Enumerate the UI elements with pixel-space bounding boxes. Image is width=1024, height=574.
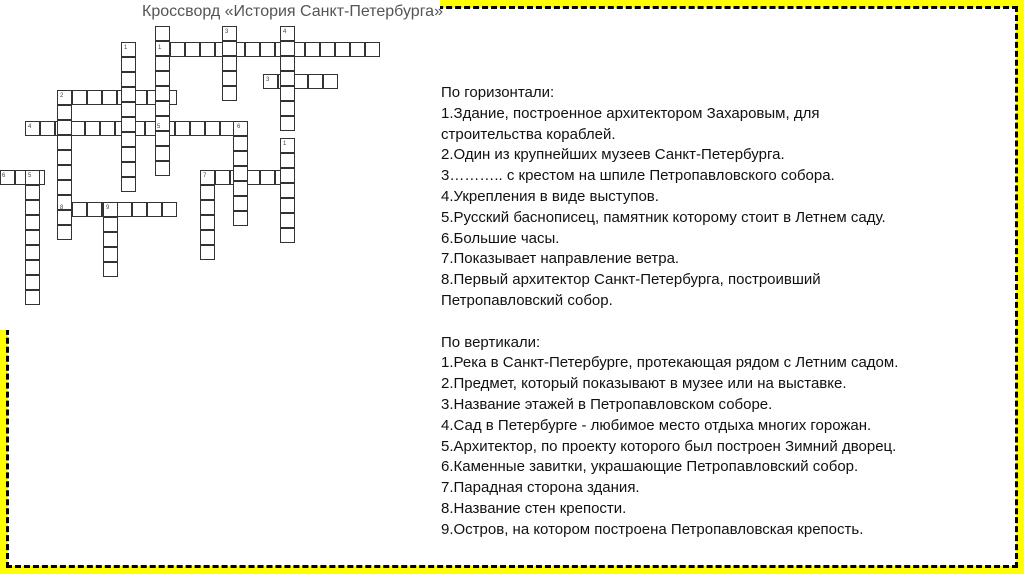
crossword-cell[interactable] — [132, 202, 147, 217]
cell-number: 4 — [28, 124, 32, 130]
crossword-cell[interactable] — [200, 185, 215, 200]
crossword-cell[interactable] — [103, 247, 118, 262]
vertical-clues — [441, 353, 1001, 540]
cell-number: 2 — [60, 93, 64, 99]
horizontal-heading: По горизонтали: — [441, 84, 555, 101]
crossword-cell[interactable] — [320, 42, 335, 57]
crossword-cell[interactable] — [25, 245, 40, 260]
cell-number: 1 — [158, 45, 162, 51]
crossword-cell[interactable] — [121, 87, 136, 102]
crossword-cell[interactable] — [121, 177, 136, 192]
cell-number: 7 — [203, 173, 207, 179]
crossword-cell[interactable] — [200, 200, 215, 215]
crossword-cell[interactable] — [233, 121, 248, 136]
crossword-cell[interactable] — [280, 228, 295, 243]
spacer — [441, 312, 1001, 333]
crossword-cell[interactable] — [57, 180, 72, 195]
crossword-cell[interactable] — [57, 135, 72, 150]
horizontal-clues — [441, 104, 1001, 312]
clue-line: Петропавловский собор. — [441, 291, 613, 309]
crossword-cell[interactable] — [305, 42, 320, 57]
crossword-cell[interactable] — [205, 121, 220, 136]
crossword-cell[interactable] — [280, 168, 295, 183]
crossword-cell[interactable] — [72, 202, 87, 217]
crossword-cell[interactable] — [170, 42, 185, 57]
clue-line: 1.Здание, построенное архитектором Захаровым, для — [441, 104, 820, 122]
clue-line: 3.Название этажей в Петропавловском соборе. — [441, 395, 773, 413]
crossword-cell[interactable] — [185, 42, 200, 57]
clues-panel — [441, 83, 1001, 541]
clue-line: 3……….. с крестом на шпиле Петропавловского собора. — [441, 167, 835, 185]
crossword-cell[interactable] — [233, 211, 248, 226]
crossword-cell[interactable] — [25, 185, 40, 200]
crossword-cell[interactable] — [280, 56, 295, 71]
cell-number: 4 — [283, 29, 287, 35]
clue-line: 5.Русский баснописец, памятник которому стоит в Летнем саду. — [441, 208, 886, 226]
crossword-cell[interactable] — [100, 121, 115, 136]
crossword-cell[interactable] — [308, 74, 323, 89]
crossword-cell[interactable] — [121, 57, 136, 72]
crossword-cell[interactable] — [233, 196, 248, 211]
clue-line: 8.Первый архитектор Санкт-Петербурга, построивший — [441, 271, 821, 289]
clue-line: 5.Архитектор, по проекту которого был построен Зимний дворец. — [441, 437, 897, 455]
crossword-cell[interactable] — [25, 215, 40, 230]
clue-line: 2.Один из крупнейших музеев Санкт-Петербурга. — [441, 146, 785, 164]
crossword-cell[interactable] — [155, 56, 170, 71]
crossword-title: Кроссворд «История Санкт-Петербурга» — [142, 3, 443, 20]
crossword-cell[interactable] — [25, 260, 40, 275]
crossword-cell[interactable] — [280, 116, 295, 131]
cell-number: 3 — [225, 29, 229, 35]
crossword-cell[interactable] — [280, 41, 295, 56]
crossword-cell[interactable] — [200, 230, 215, 245]
crossword-cell[interactable] — [280, 153, 295, 168]
cell-number: 3 — [266, 77, 270, 83]
crossword-cell[interactable] — [155, 146, 170, 161]
crossword-cell[interactable] — [103, 262, 118, 277]
crossword-cell[interactable] — [72, 90, 87, 105]
crossword-cell[interactable] — [280, 101, 295, 116]
crossword-cell[interactable] — [103, 217, 118, 232]
clue-line: 1.Река в Санкт-Петербурге, протекающая рядом с Летним садом. — [441, 354, 899, 372]
crossword-cell[interactable] — [57, 105, 72, 120]
crossword-cell[interactable] — [215, 170, 230, 185]
cell-number: 5 — [28, 173, 32, 179]
crossword-cell[interactable] — [335, 42, 350, 57]
crossword-cell[interactable] — [222, 86, 237, 101]
crossword-cell[interactable] — [233, 166, 248, 181]
clue-line: 2.Предмет, который показывают в музее или на выставке. — [441, 375, 847, 393]
clue-line: 6.Большие часы. — [441, 229, 560, 247]
cell-number: 1 — [283, 141, 287, 147]
crossword-cell[interactable] — [280, 198, 295, 213]
cell-number: 5 — [157, 124, 161, 130]
crossword-cell[interactable] — [102, 90, 117, 105]
crossword-cell[interactable] — [155, 26, 170, 41]
crossword-cell[interactable] — [25, 200, 40, 215]
clue-line: строительства кораблей. — [441, 125, 616, 143]
crossword-cell[interactable] — [350, 42, 365, 57]
crossword-cell[interactable] — [233, 136, 248, 151]
crossword-cell[interactable] — [25, 230, 40, 245]
crossword-cell[interactable] — [117, 202, 132, 217]
crossword-cell[interactable] — [155, 131, 170, 146]
crossword-cell[interactable] — [103, 232, 118, 247]
cell-number: 6 — [237, 124, 241, 130]
cell-number: 9 — [106, 205, 110, 211]
clue-line: 8.Название стен крепости. — [441, 499, 627, 517]
crossword-cell[interactable] — [57, 150, 72, 165]
crossword-cell[interactable] — [190, 121, 205, 136]
crossword-cell[interactable] — [25, 290, 40, 305]
clue-line: 9.Остров, на котором построена Петропавловская крепость. — [441, 520, 864, 538]
crossword-cell[interactable] — [121, 102, 136, 117]
crossword-cell[interactable] — [155, 161, 170, 176]
crossword-cell[interactable] — [85, 121, 100, 136]
crossword-cell[interactable] — [147, 202, 162, 217]
crossword-cell[interactable] — [323, 74, 338, 89]
crossword-cell[interactable] — [175, 121, 190, 136]
crossword-cell[interactable] — [260, 42, 275, 57]
crossword-cell[interactable] — [57, 165, 72, 180]
crossword-cell[interactable] — [25, 275, 40, 290]
crossword-cell[interactable] — [87, 90, 102, 105]
crossword-cell[interactable] — [280, 213, 295, 228]
crossword-cell[interactable] — [222, 56, 237, 71]
crossword-cell[interactable] — [222, 71, 237, 86]
crossword-cell[interactable] — [280, 183, 295, 198]
crossword-cell[interactable] — [200, 42, 215, 57]
crossword-cell[interactable] — [365, 42, 380, 57]
crossword-cell[interactable] — [260, 170, 275, 185]
crossword-cell[interactable] — [155, 71, 170, 86]
crossword-cell[interactable] — [155, 101, 170, 116]
crossword-cell[interactable] — [121, 132, 136, 147]
cell-number: 1 — [124, 45, 128, 51]
crossword-cell[interactable] — [121, 147, 136, 162]
crossword-cell[interactable] — [57, 210, 72, 225]
crossword-cell[interactable] — [121, 72, 136, 87]
crossword-cell[interactable] — [162, 202, 177, 217]
crossword-cell[interactable] — [280, 86, 295, 101]
clue-line: 7.Парадная сторона здания. — [441, 479, 640, 497]
crossword-cell[interactable] — [70, 121, 85, 136]
clue-line: 6.Каменные завитки, украшающие Петропавловский собор. — [441, 458, 859, 476]
vertical-heading: По вертикали: — [441, 333, 541, 351]
crossword-cell[interactable] — [222, 41, 237, 56]
cell-number: 6 — [2, 173, 6, 179]
crossword-cell[interactable] — [293, 74, 308, 89]
clue-line: 7.Показывает направление ветра. — [441, 250, 680, 268]
crossword-cell[interactable] — [121, 117, 136, 132]
crossword-cell[interactable] — [233, 151, 248, 166]
crossword-cell[interactable] — [200, 215, 215, 230]
cell-number: 8 — [60, 205, 64, 211]
crossword-cell[interactable] — [57, 120, 72, 135]
clue-line: 4.Укрепления в виде выступов. — [441, 187, 659, 205]
crossword-cell[interactable] — [121, 162, 136, 177]
crossword-cell[interactable] — [233, 181, 248, 196]
crossword-panel — [0, 0, 443, 330]
crossword-cell[interactable] — [155, 86, 170, 101]
crossword-cell[interactable] — [245, 42, 260, 57]
crossword-cell[interactable] — [40, 121, 55, 136]
clue-line: 4.Сад в Петербурге - любимое место отдыха многих горожан. — [441, 416, 872, 434]
crossword-cell[interactable] — [57, 225, 72, 240]
crossword-cell[interactable] — [280, 71, 295, 86]
crossword-cell[interactable] — [200, 245, 215, 260]
crossword-cell[interactable] — [87, 202, 102, 217]
